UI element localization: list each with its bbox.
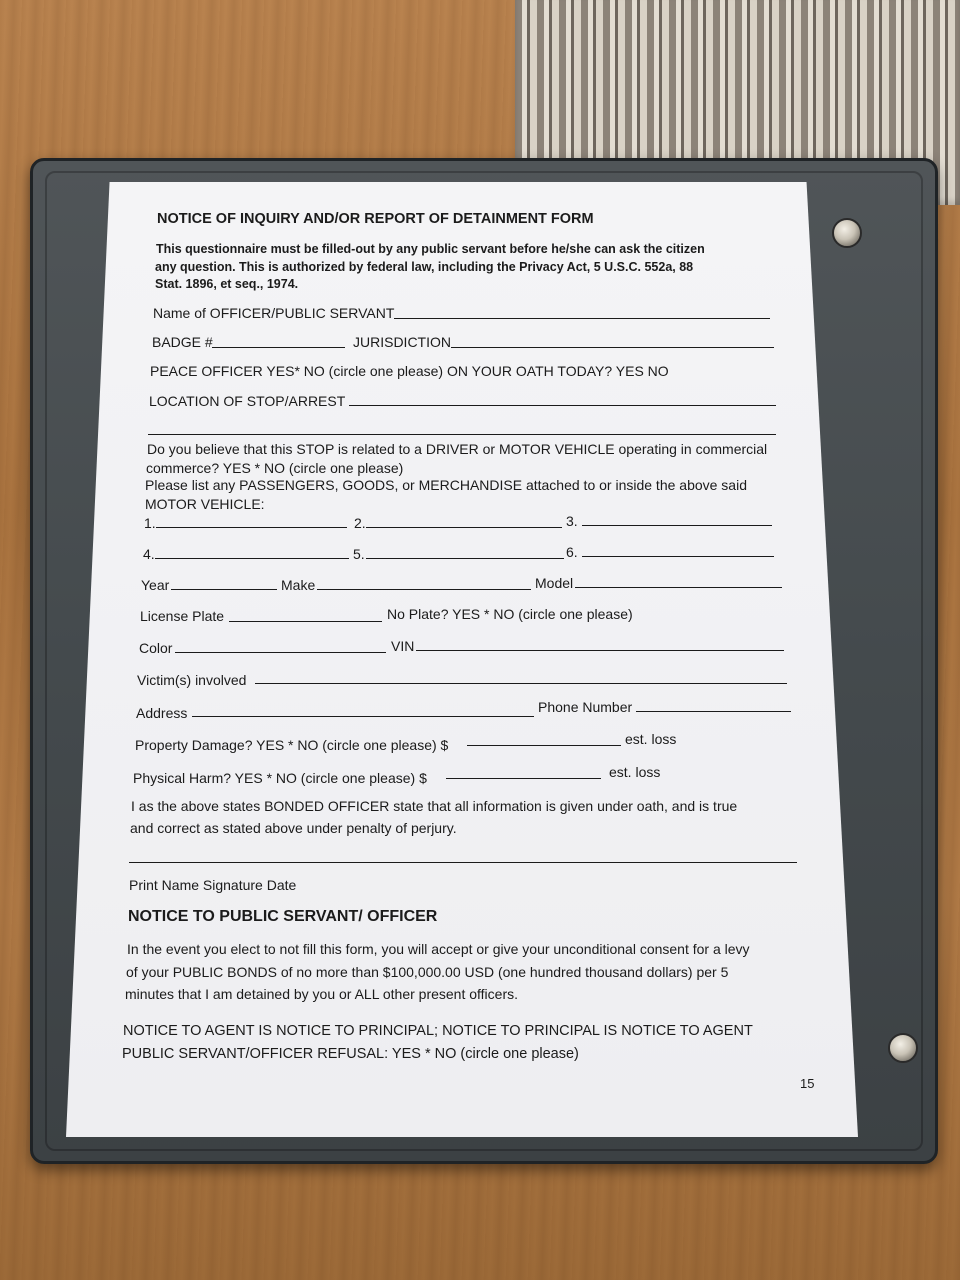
make-field[interactable] — [317, 589, 531, 590]
phone-label: Phone Number — [538, 699, 633, 715]
color-field[interactable] — [175, 652, 386, 653]
signature-field[interactable] — [129, 862, 797, 863]
peace-officer-line: PEACE OFFICER YES* NO (circle one please) ON YOUR OATH TODAY? YES NO — [150, 363, 669, 379]
item-2-label: 2. — [354, 515, 366, 531]
notice-line-3: minutes that I am detained by you or ALL other present officers. — [125, 986, 519, 1002]
binder-rivet-bottom — [888, 1033, 918, 1063]
intro-line-2: any question. This is authorized by federal law, including the Privacy Act, 5 U.S.C. 552a, 88 — [155, 260, 694, 274]
officer-name-label: Name of OFFICER/PUBLIC SERVANT — [153, 305, 395, 321]
property-damage-line: Property Damage? YES * NO (circle one please) $ — [135, 737, 449, 753]
property-est-loss-label: est. loss — [625, 731, 677, 747]
item-6-field[interactable] — [582, 556, 774, 557]
officer-name-field[interactable] — [394, 318, 770, 319]
passengers-instruction-1: Please list any PASSENGERS, GOODS, or MERCHANDISE attached to or inside the above said — [145, 477, 747, 493]
oath-line-1: I as the above states BONDED OFFICER state that all information is given under oath, and is true — [131, 798, 738, 814]
property-damage-amount-field[interactable] — [467, 745, 621, 746]
item-1-label: 1. — [144, 515, 156, 531]
item-4-label: 4. — [143, 546, 155, 562]
license-plate-label: License Plate — [140, 608, 225, 624]
page-number: 15 — [800, 1076, 815, 1091]
license-plate-field[interactable] — [229, 621, 382, 622]
physical-harm-amount-field[interactable] — [446, 778, 601, 779]
color-label: Color — [139, 640, 173, 656]
notice-line-1: In the event you elect to not fill this form, you will accept or give your unconditional consent for a levy — [127, 941, 750, 957]
location-label: LOCATION OF STOP/ARREST — [149, 393, 346, 409]
vin-label: VIN — [391, 638, 415, 654]
intro-line-3: Stat. 1896, et seq., 1974. — [155, 277, 299, 291]
item-6-label: 6. — [566, 544, 578, 560]
no-plate-line: No Plate? YES * NO (circle one please) — [387, 606, 633, 622]
harm-est-loss-label: est. loss — [609, 764, 661, 780]
jurisdiction-field[interactable] — [451, 347, 774, 348]
model-field[interactable] — [575, 587, 782, 588]
notice-line-2: of your PUBLIC BONDS of no more than $100,000.00 USD (one hundred thousand dollars) per 5 — [126, 964, 729, 980]
commercial-question-1: Do you believe that this STOP is related to a DRIVER or MOTOR VEHICLE operating in commercial — [147, 441, 768, 457]
item-3-label: 3. — [566, 513, 578, 529]
location-field-2[interactable] — [148, 434, 776, 435]
victims-field[interactable] — [255, 683, 787, 684]
badge-field[interactable] — [212, 347, 345, 348]
badge-label: BADGE # — [152, 334, 213, 350]
binder-rivet-top — [832, 218, 862, 248]
item-3-field[interactable] — [582, 525, 772, 526]
oath-line-2: and correct as stated above under penalty of perjury. — [130, 820, 457, 836]
passengers-instruction-2: MOTOR VEHICLE: — [145, 496, 265, 512]
location-field[interactable] — [349, 405, 776, 406]
vin-field[interactable] — [416, 650, 784, 651]
item-1-field[interactable] — [156, 527, 347, 528]
physical-harm-line: Physical Harm? YES * NO (circle one please) $ — [133, 770, 427, 786]
item-5-field[interactable] — [366, 558, 564, 559]
victims-label: Victim(s) involved — [137, 672, 247, 688]
commercial-question-2: commerce? YES * NO (circle one please) — [146, 460, 404, 476]
model-label: Model — [535, 575, 574, 591]
form-title: NOTICE OF INQUIRY AND/OR REPORT OF DETAINMENT FORM — [157, 211, 594, 227]
make-label: Make — [281, 577, 316, 593]
address-field[interactable] — [192, 716, 534, 717]
item-2-field[interactable] — [366, 527, 562, 528]
year-label: Year — [141, 577, 170, 593]
phone-field[interactable] — [636, 711, 791, 712]
refusal-line: PUBLIC SERVANT/OFFICER REFUSAL: YES * NO (circle one please) — [122, 1046, 579, 1062]
intro-line-1: This questionnaire must be filled-out by any public servant before he/she can ask the citizen — [156, 242, 705, 256]
item-5-label: 5. — [353, 546, 365, 562]
address-label: Address — [136, 705, 188, 721]
jurisdiction-label: JURISDICTION — [353, 334, 451, 350]
year-field[interactable] — [171, 589, 277, 590]
notice-heading: NOTICE TO PUBLIC SERVANT/ OFFICER — [128, 908, 438, 925]
signature-caption: Print Name Signature Date — [129, 877, 297, 893]
agent-principal-line: NOTICE TO AGENT IS NOTICE TO PRINCIPAL; NOTICE TO PRINCIPAL IS NOTICE TO AGENT — [123, 1023, 753, 1039]
item-4-field[interactable] — [155, 558, 349, 559]
